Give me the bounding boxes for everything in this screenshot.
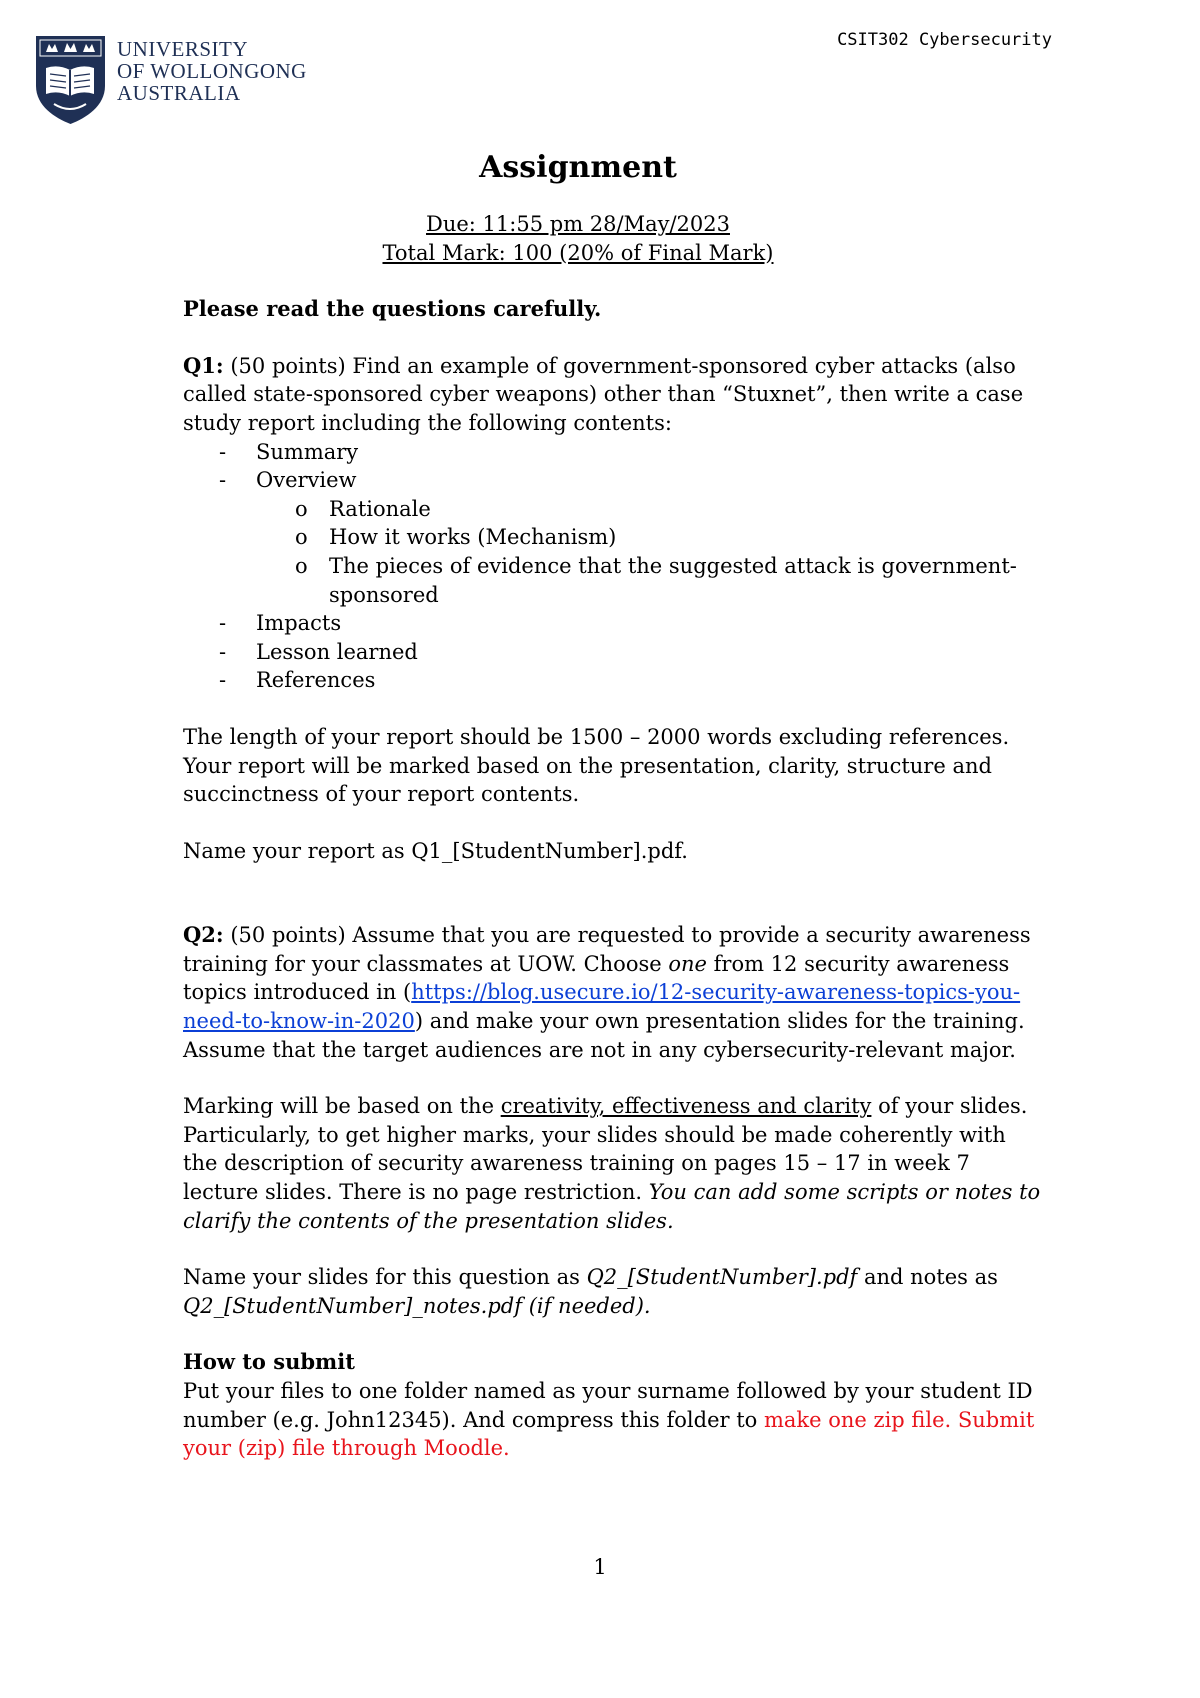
submit-highlight: make one zip file. Submit your (zip) file through Moodle. [183, 1407, 1035, 1461]
list-item: - Lesson learned [183, 638, 1043, 667]
q1-length: The length of your report should be 1500 – 2000 words excluding references. Your report will be marked based on the presentation, clarity, structure and succinctness of your report contents. [183, 724, 1010, 807]
university-crest-icon [34, 34, 107, 126]
list-item: - Overview o Rationale o How it works (Mechanism) o The pieces of evidence that the suggested attack is government-sponsored [183, 466, 1043, 609]
q1-content-list [183, 438, 1043, 695]
q2-intro: Q2: (50 points) Assume that you are requested to provide a security awareness training for your classmates at UOW. Choose one from 12 security awareness topics introduced in (https://blog.usecure.io/12-security-awareness-topics-you-need-to-know-in-2020) and make your own presentation slides for the training. Assume that the target audiences are not in any cybersecurity-relevant major. [183, 922, 1031, 1062]
instruction: Please read the questions carefully. [183, 296, 602, 322]
university-name-line-1: UNIVERSITY [117, 37, 248, 61]
list-item: - Impacts [183, 609, 1043, 638]
topics-link[interactable]: https://blog.usecure.io/12-security-awareness-topics-you-need-to-know-in-2020 [183, 980, 1021, 1034]
due-date: Due: 11:55 pm 28/May/2023 [426, 212, 730, 236]
q1-label: Q1: [183, 352, 224, 378]
submit-heading: How to submit [183, 1349, 355, 1375]
list-item: o Rationale [183, 495, 1043, 524]
list-item: - Summary [183, 438, 1043, 467]
overview-sublist [183, 495, 1043, 609]
submit-instructions: Put your files to one folder named as your surname followed by your student ID number (e.g. John12345). And compress this folder to make one zip file. Submit your (zip) file through Moodle. [183, 1379, 1035, 1461]
q1-naming: Name your report as Q1_[StudentNumber].pdf. [183, 838, 688, 863]
university-name [117, 38, 307, 104]
page-number: 1 [593, 1555, 607, 1579]
list-item: o The pieces of evidence that the suggested attack is government-sponsored [183, 552, 1043, 609]
university-logo [34, 34, 307, 126]
document-body [183, 140, 1043, 1463]
university-name-line-2: OF WOLLONGONG [117, 59, 307, 83]
page-title: Assignment [479, 150, 677, 185]
q2-label: Q2: [183, 922, 224, 948]
q2-naming: Name your slides for this question as Q2_[StudentNumber].pdf and notes as Q2_[StudentNumber]_notes.pdf (if needed). [183, 1265, 998, 1318]
university-name-line-3: AUSTRALIA [117, 81, 241, 105]
course-header: CSIT302 Cybersecurity [837, 30, 1052, 50]
list-item: o How it works (Mechanism) [183, 523, 1043, 552]
q1-intro: Q1: (50 points) Find an example of government-sponsored cyber attacks (also called state-sponsored cyber weapons) other than “Stuxnet”, then write a case study report including the following contents: [183, 352, 1024, 435]
list-item: - References [183, 666, 1043, 695]
q2-marking: Marking will be based on the creativity, effectiveness and clarity of your slides. Particularly, to get higher marks, your slides should be made coherently with the description of security awareness training on pages 15 – 17 in week 7 lecture slides. There is no page restriction. You can add some scripts or notes to clarify the contents of the presentation slides. [183, 1094, 1041, 1233]
total-mark: Total Mark: 100 (20% of Final Mark) [382, 240, 774, 265]
